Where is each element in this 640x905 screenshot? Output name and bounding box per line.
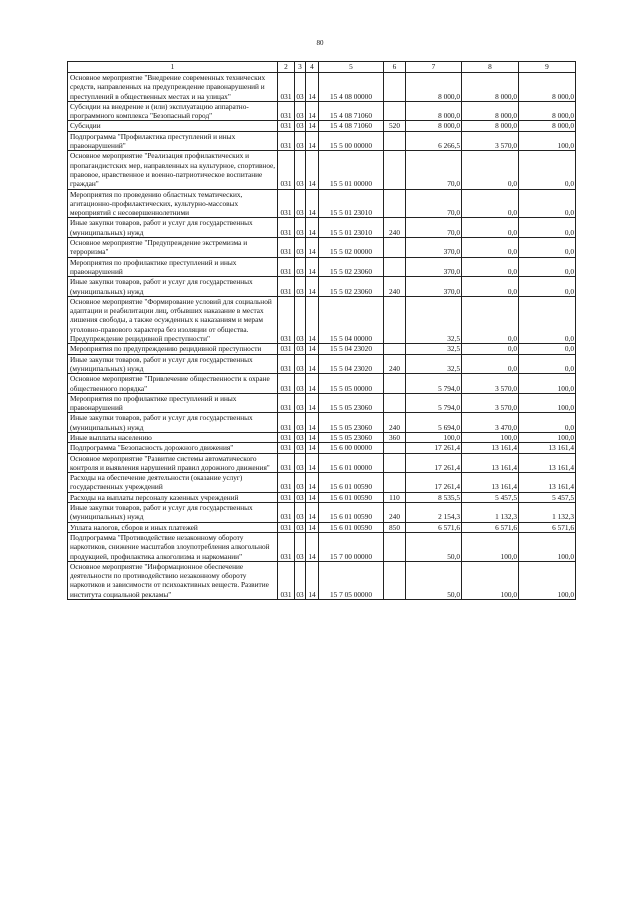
expense-type-cell [384, 473, 406, 493]
section-cell: 03 [296, 432, 304, 442]
table-row [68, 432, 576, 442]
amount-year1-cell: 32,5 [406, 354, 462, 374]
amount-year3-cell: 100,0 [519, 374, 576, 394]
amount-year1-cell: 370,0 [406, 238, 462, 258]
amount-year1-cell: 32,5 [406, 344, 462, 354]
row-name-cell: Мероприятия по предупреждению рецидивной преступности [68, 344, 278, 354]
amount-year1-cell: 5 794,0 [406, 393, 462, 413]
admin-code-cell: 031 [278, 561, 295, 599]
admin-code-cell: 031 [278, 73, 295, 102]
column-header-1: 1 [68, 62, 278, 73]
table-row [68, 344, 576, 354]
amount-year3-cell: 13 161,4 [519, 443, 576, 453]
amount-year1-cell: 50,0 [406, 561, 462, 599]
table-row [68, 257, 576, 277]
section-cell: 03 [295, 218, 306, 238]
table-row [68, 189, 576, 218]
admin-code-cell: 031 [278, 238, 295, 258]
admin-code-cell: 031 [278, 277, 295, 297]
amount-year2-cell: 0,0 [462, 257, 519, 277]
amount-year3-cell: 8 000,0 [519, 101, 576, 121]
target-article-cell: 15 5 02 23060 [319, 277, 384, 297]
admin-code-cell: 031 [278, 473, 295, 493]
expense-type-cell: 240 [384, 503, 406, 523]
expense-type-cell [384, 453, 406, 473]
target-article-cell: 15 5 04 00000 [319, 296, 384, 343]
amount-year2-cell: 100,0 [462, 432, 519, 442]
table-row [68, 277, 576, 297]
subsection-cell: 14 [306, 443, 319, 453]
amount-year3-cell: 8 000,0 [519, 121, 576, 131]
row-name-cell: Основное мероприятие "Информационное обеспечение деятельности по противодействию незаконному обороту наркотиков и зависимости от психоактивных веществ. Развитие института социальной рекламы" [68, 561, 278, 599]
target-article-cell: 15 5 05 23060 [319, 432, 384, 442]
row-name-cell: Основное мероприятие "Реализация профилактических и пропагандистских мер, направленных на культурное, спортивное, правовое, нравственное и военно-патриотическое воспитание граждан" [68, 151, 278, 189]
expense-type-cell: 240 [384, 277, 406, 297]
amount-year1-cell: 70,0 [406, 151, 462, 189]
table-row [68, 354, 576, 374]
admin-code-cell: 031 [278, 374, 295, 394]
subsection-cell: 14 [306, 189, 319, 218]
amount-year3-cell: 5 457,5 [519, 492, 576, 502]
subsection-cell: 14 [306, 131, 319, 151]
amount-year2-cell: 3 570,0 [462, 393, 519, 413]
row-name-cell: Основное мероприятие "Развитие системы автоматического контроля и выявления нарушений правил дорожного движения" [68, 453, 278, 473]
admin-code-cell: 031 [278, 393, 295, 413]
amount-year2-cell: 8 000,0 [462, 101, 519, 121]
amount-year1-cell: 32,5 [406, 296, 462, 343]
admin-code-cell: 031 [278, 503, 295, 523]
amount-year2-cell: 8 000,0 [462, 73, 519, 102]
row-name-cell: Иные закупки товаров, работ и услуг для государственных (муниципальных) нужд [68, 218, 278, 238]
target-article-cell: 15 5 01 23010 [319, 218, 384, 238]
amount-year2-cell: 0,0 [462, 296, 519, 343]
amount-year3-cell: 0,0 [519, 296, 576, 343]
subsection-cell: 14 [306, 296, 319, 343]
amount-year2-cell: 0,0 [462, 151, 519, 189]
amount-year1-cell: 8 535,5 [406, 492, 462, 502]
target-article-cell: 15 4 08 71060 [319, 121, 384, 131]
target-article-cell: 15 4 08 00000 [319, 73, 384, 102]
amount-year3-cell: 100,0 [519, 561, 576, 599]
expense-type-cell [384, 561, 406, 599]
target-article-cell: 15 5 05 00000 [319, 374, 384, 394]
section-cell: 03 [295, 257, 306, 277]
target-article-cell: 15 5 05 23060 [319, 393, 384, 413]
subsection-cell: 14 [306, 432, 319, 442]
target-article-cell: 15 6 01 00590 [319, 473, 384, 493]
admin-code-cell: 031 [278, 151, 295, 189]
amount-year1-cell: 100,0 [406, 432, 462, 442]
admin-code-cell: 031 [278, 131, 295, 151]
column-header-7: 7 [406, 62, 462, 73]
target-article-cell: 15 5 01 00000 [319, 151, 384, 189]
row-name-cell: Подпрограмма "Профилактика преступлений и иных правонарушений" [68, 131, 278, 151]
row-name-cell: Основное мероприятие "Привлечение общественности к охране общественного порядка" [68, 374, 278, 394]
expense-type-cell: 240 [384, 413, 406, 433]
section-cell: 03 [296, 443, 304, 453]
table-row [68, 443, 576, 453]
amount-year3-cell: 8 000,0 [519, 73, 576, 102]
row-name-cell: Подпрограмма "Безопасность дорожного движения" [68, 443, 278, 453]
amount-year2-cell: 0,0 [462, 277, 519, 297]
section-cell: 03 [295, 151, 306, 189]
section-cell: 03 [295, 296, 306, 343]
target-article-cell: 15 6 01 00590 [319, 503, 384, 523]
row-name-cell: Мероприятия по профилактике преступлений и иных правонарушений [68, 257, 278, 277]
expense-type-cell [384, 344, 406, 354]
table-row [68, 561, 576, 599]
table-row [68, 453, 576, 473]
admin-code-cell: 031 [278, 121, 295, 131]
table-row [68, 532, 576, 561]
expense-type-cell: 110 [384, 492, 406, 502]
expense-type-cell [384, 238, 406, 258]
table-row [68, 218, 576, 238]
target-article-cell: 15 5 01 23010 [319, 189, 384, 218]
subsection-cell: 14 [306, 413, 319, 433]
section-cell: 03 [295, 532, 306, 561]
amount-year1-cell: 5 794,0 [406, 374, 462, 394]
subsection-cell: 14 [306, 238, 319, 258]
amount-year3-cell: 100,0 [519, 393, 576, 413]
amount-year3-cell: 100,0 [519, 131, 576, 151]
column-header-3: 3 [295, 62, 306, 73]
amount-year3-cell: 0,0 [519, 413, 576, 433]
section-cell: 03 [295, 561, 306, 599]
column-header-5: 5 [319, 62, 384, 73]
admin-code-cell: 031 [278, 443, 295, 453]
table-row [68, 492, 576, 502]
admin-code-cell: 031 [278, 354, 295, 374]
amount-year1-cell: 8 000,0 [406, 101, 462, 121]
amount-year1-cell: 5 694,0 [406, 413, 462, 433]
target-article-cell: 15 6 01 00000 [319, 453, 384, 473]
row-name-cell: Подпрограмма "Противодействие незаконному обороту наркотиков, снижение масштабов злоупотребления алкогольной продукцией, профилактика алкоголизма и наркомании" [68, 532, 278, 561]
admin-code-cell: 031 [278, 189, 295, 218]
target-article-cell: 15 5 04 23020 [319, 354, 384, 374]
amount-year1-cell: 17 261,4 [406, 453, 462, 473]
amount-year2-cell: 6 571,6 [462, 522, 519, 532]
row-name-cell: Субсидии на внедрение и (или) эксплуатацию аппаратно-программного комплекса "Безопасный город" [68, 101, 278, 121]
target-article-cell: 15 7 05 00000 [319, 561, 384, 599]
amount-year2-cell: 1 132,3 [462, 503, 519, 523]
row-name-cell: Мероприятия по проведению областных тематических, агитационно-профилактических, культурно-массовых мероприятий с несовершеннолетними [68, 189, 278, 218]
row-name-cell: Иные закупки товаров, работ и услуг для государственных (муниципальных) нужд [68, 354, 278, 374]
section-cell: 03 [295, 131, 306, 151]
section-cell: 03 [295, 101, 306, 121]
amount-year1-cell: 70,0 [406, 218, 462, 238]
section-cell: 03 [295, 73, 306, 102]
section-cell: 03 [295, 393, 306, 413]
row-name-cell: Иные закупки товаров, работ и услуг для государственных (муниципальных) нужд [68, 413, 278, 433]
amount-year3-cell: 6 571,6 [519, 522, 576, 532]
expense-type-cell [384, 131, 406, 151]
amount-year2-cell: 8 000,0 [462, 121, 519, 131]
amount-year3-cell: 0,0 [519, 189, 576, 218]
admin-code-cell: 031 [278, 453, 295, 473]
section-cell: 03 [295, 503, 306, 523]
amount-year3-cell: 100,0 [519, 432, 576, 442]
admin-code-cell: 031 [278, 344, 295, 354]
amount-year1-cell: 6 266,5 [406, 131, 462, 151]
row-name-cell: Иные выплаты населению [68, 432, 278, 442]
amount-year2-cell: 100,0 [462, 561, 519, 599]
target-article-cell: 15 4 08 71060 [319, 101, 384, 121]
target-article-cell: 15 5 04 23020 [319, 344, 384, 354]
expense-type-cell [384, 296, 406, 343]
expense-type-cell [384, 101, 406, 121]
admin-code-cell: 031 [278, 492, 295, 502]
row-name-cell: Мероприятия по профилактике преступлений и иных правонарушений [68, 393, 278, 413]
expense-type-cell [384, 151, 406, 189]
amount-year1-cell: 17 261,4 [406, 443, 462, 453]
subsection-cell: 14 [306, 151, 319, 189]
expense-type-cell [384, 532, 406, 561]
expense-type-cell: 520 [384, 121, 406, 131]
amount-year1-cell: 2 154,3 [406, 503, 462, 523]
admin-code-cell: 031 [278, 218, 295, 238]
row-name-cell: Уплата налогов, сборов и иных платежей [68, 522, 278, 532]
section-cell: 03 [296, 522, 304, 532]
section-cell: 03 [295, 189, 306, 218]
subsection-cell: 14 [306, 121, 319, 131]
row-name-cell: Основное мероприятие "Формирование условий для социальной адаптации и реабилитации лиц, отбывших наказание в местах лишения свободы, а также осужденных к наказаниям и мерам уголовно-правового характера без изоляции от общества. Предупреждение рецидивной преступности" [68, 296, 278, 343]
amount-year1-cell: 17 261,4 [406, 473, 462, 493]
column-header-8: 8 [462, 62, 519, 73]
amount-year1-cell: 370,0 [406, 257, 462, 277]
section-cell: 03 [295, 277, 306, 297]
admin-code-cell: 031 [278, 522, 295, 532]
subsection-cell: 14 [306, 492, 319, 502]
target-article-cell: 15 5 05 23060 [319, 413, 384, 433]
expense-type-cell [384, 393, 406, 413]
amount-year2-cell: 100,0 [462, 532, 519, 561]
amount-year2-cell: 13 161,4 [462, 453, 519, 473]
subsection-cell: 14 [306, 453, 319, 473]
subsection-cell: 14 [306, 218, 319, 238]
subsection-cell: 14 [306, 532, 319, 561]
section-cell: 03 [296, 344, 304, 354]
table-row [68, 131, 576, 151]
expense-type-cell: 360 [384, 432, 406, 442]
row-name-cell: Основное мероприятие "Внедрение современных технических средств, направленных на предупреждение правонарушений и преступлений в общественных местах и на улицах" [68, 73, 278, 102]
amount-year3-cell: 0,0 [519, 218, 576, 238]
admin-code-cell: 031 [278, 413, 295, 433]
target-article-cell: 15 6 00 00000 [319, 443, 384, 453]
amount-year3-cell: 13 161,4 [519, 453, 576, 473]
section-cell: 03 [295, 374, 306, 394]
section-cell: 03 [296, 492, 304, 502]
section-cell: 03 [295, 238, 306, 258]
table-row [68, 522, 576, 532]
row-name-cell: Расходы на выплаты персоналу казенных учреждений [68, 492, 278, 502]
subsection-cell: 14 [306, 101, 319, 121]
admin-code-cell: 031 [278, 296, 295, 343]
target-article-cell: 15 7 00 00000 [319, 532, 384, 561]
subsection-cell: 14 [306, 393, 319, 413]
expense-type-cell [384, 73, 406, 102]
row-name-cell: Субсидии [68, 121, 278, 131]
column-header-6: 6 [384, 62, 406, 73]
subsection-cell: 14 [306, 522, 319, 532]
expense-type-cell [384, 374, 406, 394]
amount-year1-cell: 50,0 [406, 532, 462, 561]
expense-type-cell: 240 [384, 218, 406, 238]
subsection-cell: 14 [306, 257, 319, 277]
amount-year2-cell: 3 570,0 [462, 374, 519, 394]
amount-year2-cell: 0,0 [462, 238, 519, 258]
target-article-cell: 15 6 01 00590 [319, 492, 384, 502]
table-row [68, 101, 576, 121]
subsection-cell: 14 [306, 344, 319, 354]
target-article-cell: 15 5 00 00000 [319, 131, 384, 151]
section-cell: 03 [295, 473, 306, 493]
amount-year3-cell: 1 132,3 [519, 503, 576, 523]
amount-year2-cell: 13 161,4 [462, 443, 519, 453]
table-header-row [68, 62, 576, 73]
subsection-cell: 14 [306, 354, 319, 374]
amount-year3-cell: 13 161,4 [519, 473, 576, 493]
page-number: 80 [316, 39, 324, 47]
subsection-cell: 14 [306, 503, 319, 523]
table-row [68, 121, 576, 131]
amount-year1-cell: 8 000,0 [406, 73, 462, 102]
table-row [68, 296, 576, 343]
section-cell: 03 [295, 413, 306, 433]
admin-code-cell: 031 [278, 432, 295, 442]
expense-type-cell: 850 [384, 522, 406, 532]
amount-year2-cell: 0,0 [462, 344, 519, 354]
budget-table [67, 61, 576, 600]
amount-year2-cell: 13 161,4 [462, 473, 519, 493]
amount-year3-cell: 0,0 [519, 354, 576, 374]
expense-type-cell [384, 443, 406, 453]
expense-type-cell: 240 [384, 354, 406, 374]
amount-year2-cell: 3 570,0 [462, 131, 519, 151]
row-name-cell: Расходы на обеспечение деятельности (оказание услуг) государственных учреждений [68, 473, 278, 493]
admin-code-cell: 031 [278, 532, 295, 561]
section-cell: 03 [296, 121, 304, 131]
table-row [68, 374, 576, 394]
column-header-9: 9 [519, 62, 576, 73]
amount-year2-cell: 0,0 [462, 189, 519, 218]
amount-year1-cell: 70,0 [406, 189, 462, 218]
amount-year3-cell: 0,0 [519, 151, 576, 189]
amount-year1-cell: 370,0 [406, 277, 462, 297]
column-header-4: 4 [306, 62, 319, 73]
table-row [68, 413, 576, 433]
target-article-cell: 15 5 02 23060 [319, 257, 384, 277]
section-cell: 03 [295, 354, 306, 374]
table-row [68, 503, 576, 523]
amount-year2-cell: 0,0 [462, 218, 519, 238]
target-article-cell: 15 6 01 00590 [319, 522, 384, 532]
section-cell: 03 [295, 453, 306, 473]
expense-type-cell [384, 257, 406, 277]
row-name-cell: Иные закупки товаров, работ и услуг для государственных (муниципальных) нужд [68, 503, 278, 523]
column-header-2: 2 [278, 62, 295, 73]
admin-code-cell: 031 [278, 257, 295, 277]
amount-year3-cell: 0,0 [519, 257, 576, 277]
table-row [68, 393, 576, 413]
subsection-cell: 14 [306, 277, 319, 297]
amount-year1-cell: 6 571,6 [406, 522, 462, 532]
row-name-cell: Основное мероприятие "Предупреждение экстремизма и терроризма" [68, 238, 278, 258]
amount-year2-cell: 3 470,0 [462, 413, 519, 433]
subsection-cell: 14 [306, 374, 319, 394]
subsection-cell: 14 [306, 561, 319, 599]
row-name-cell: Иные закупки товаров, работ и услуг для государственных (муниципальных) нужд [68, 277, 278, 297]
amount-year3-cell: 0,0 [519, 277, 576, 297]
target-article-cell: 15 5 02 00000 [319, 238, 384, 258]
admin-code-cell: 031 [278, 101, 295, 121]
subsection-cell: 14 [306, 73, 319, 102]
amount-year3-cell: 100,0 [519, 532, 576, 561]
table-row [68, 238, 576, 258]
amount-year2-cell: 5 457,5 [462, 492, 519, 502]
amount-year1-cell: 8 000,0 [406, 121, 462, 131]
table-row [68, 73, 576, 102]
amount-year3-cell: 0,0 [519, 238, 576, 258]
expense-type-cell [384, 189, 406, 218]
table-row [68, 473, 576, 493]
amount-year2-cell: 0,0 [462, 354, 519, 374]
table-row [68, 151, 576, 189]
subsection-cell: 14 [306, 473, 319, 493]
amount-year3-cell: 0,0 [519, 344, 576, 354]
